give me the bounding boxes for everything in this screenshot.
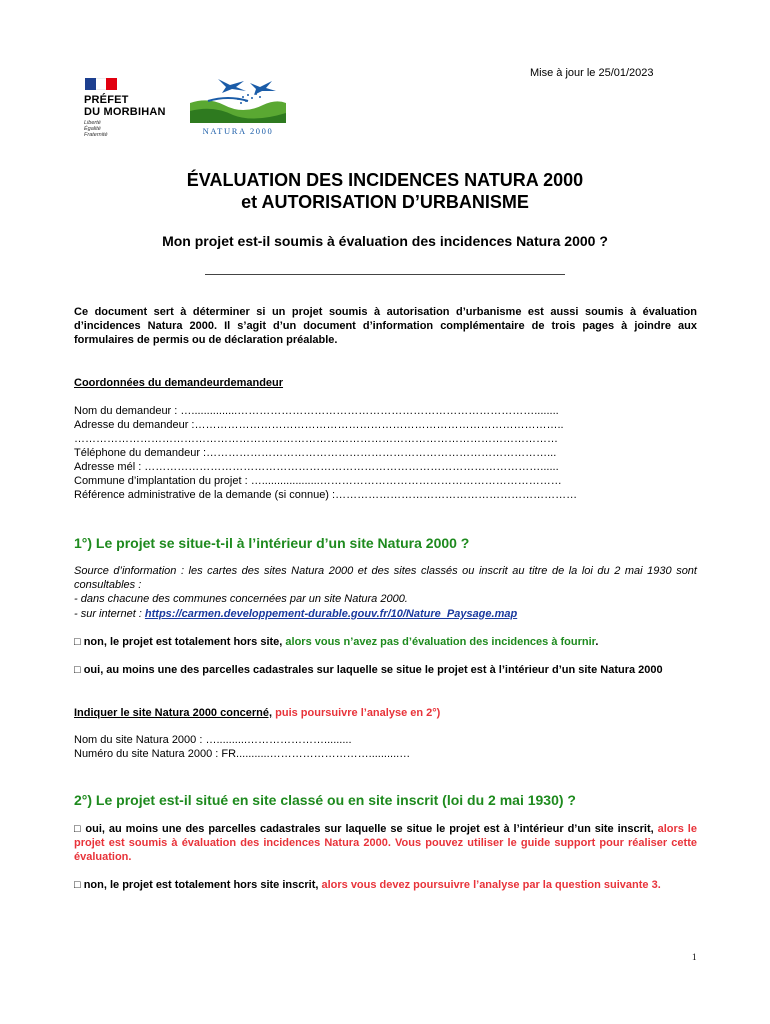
- section1-option-non-result: alors vous n’avez pas d’évaluation des incidences à fournir: [285, 636, 596, 648]
- devise-egalite: Égalité: [84, 126, 101, 132]
- section1-info-internet: - sur internet :: [74, 607, 145, 620]
- section2-option-non[interactable]: [74, 878, 697, 892]
- coords-line-telephone: Téléphone du demandeur :…………………………………………………………………………………...: [74, 447, 557, 459]
- page-number: 1: [692, 952, 697, 962]
- section2-option-oui-text: □ oui, au moins une des parcelles cadastrales sur laquelle se situe le projet est à l’intérieur d’un site inscrit,: [74, 823, 658, 835]
- title-line1: ÉVALUATION DES INCIDENCES NATURA 2000: [186, 170, 584, 190]
- prefet-line1: PRÉFET: [84, 94, 129, 106]
- section2-heading: 2°) Le projet est-il situé en site classé ou en site inscrit (loi du 2 mai 1930) ?: [74, 792, 576, 808]
- section1-option-non-text: □ non, le projet est totalement hors site,: [74, 636, 286, 648]
- update-date: Mise à jour le 25/01/2023: [530, 67, 654, 79]
- coords-line-blank: ……………………………………………………………………………………………………………………: [74, 433, 558, 445]
- french-flag-icon: [85, 78, 117, 90]
- coords-line-nom: Nom du demandeur : …...............………………………………………………………………………........: [74, 405, 559, 417]
- section1-indicate: [74, 706, 697, 720]
- section2-option-oui[interactable]: [74, 822, 697, 865]
- section1-heading: 1°) Le projet se situe-t-il à l’intérieur d’un site Natura 2000 ?: [74, 535, 470, 551]
- indicate-site-next: puis poursuivre l’analyse en 2°): [272, 707, 441, 719]
- indicate-site-label: Indiquer le site Natura 2000 concerné,: [74, 707, 273, 719]
- section1-option-non-dot: .: [595, 636, 599, 648]
- natura-landscape-icon: [188, 75, 288, 125]
- natura-label: NATURA 2000: [202, 126, 274, 136]
- section2-option-oui-result: alors le projet est soumis à évaluation des incidences Natura 2000. Vous pouvez utiliser le guide support pour réaliser cette évaluation.: [74, 823, 697, 864]
- coords-heading: Coordonnées du demandeurdemandeur: [74, 377, 284, 389]
- site-number-field[interactable]: Numéro du site Natura 2000 : FR...........………………………..........…: [74, 748, 411, 760]
- coords-line-mel: Adresse mél : ………………………………………………………………………………………………......: [74, 461, 559, 473]
- coords-line-reference: Référence administrative de la demande (si connue) :…………………………………………………………: [74, 489, 578, 501]
- site-name-field[interactable]: Nom du site Natura 2000 : …..........………………….........: [74, 734, 352, 746]
- subtitle: Mon projet est-il soumis à évaluation des incidences Natura 2000 ?: [162, 233, 608, 249]
- prefet-line2: DU MORBIHAN: [84, 106, 166, 118]
- prefet-logo: [84, 78, 184, 144]
- section2-option-non-text: □ non, le projet est totalement hors site inscrit,: [74, 879, 322, 891]
- section1-info-text: Source d’information : les cartes des sites Natura 2000 et des sites classés ou inscrit au titre de la loi du 2 mai 1930 sont consultables :: [74, 565, 697, 592]
- section1-info: [74, 564, 697, 621]
- coords-line-commune: Commune d’implantation du projet : …...................…………………………………………………………: [74, 475, 562, 487]
- title-line2: et AUTORISATION D’URBANISME: [241, 192, 529, 212]
- carmen-link[interactable]: https://carmen.developpement-durable.gouv.fr/10/Nature_Paysage.map: [144, 607, 518, 620]
- section1-info-communes: - dans chacune des communes concernées par un site Natura 2000.: [74, 593, 408, 606]
- devise-fraternite: Fraternité: [84, 132, 108, 138]
- devise-liberte: Liberté: [84, 120, 101, 126]
- section2-option-non-result: alors vous devez poursuivre l’analyse par la question suivante 3.: [321, 879, 661, 891]
- coords-line-adresse: Adresse du demandeur :………………………………………………………………………………………..: [74, 419, 564, 431]
- separator-line: [205, 274, 565, 275]
- section1-option-oui[interactable]: □ oui, au moins une des parcelles cadastrales sur laquelle se situe le projet est à l’intérieur d’un site Natura 2000: [74, 664, 663, 676]
- section1-option-non[interactable]: [74, 635, 697, 649]
- natura-2000-logo: [188, 75, 288, 139]
- intro-paragraph: Ce document sert à déterminer si un projet soumis à autorisation d’urbanisme est aussi soumis à évaluation d’incidences Natura 2000. Il s’agit d’un document d’information complémentaire de trois pages à joindre aux formulaires de permis ou de déclaration préalable.: [74, 306, 697, 347]
